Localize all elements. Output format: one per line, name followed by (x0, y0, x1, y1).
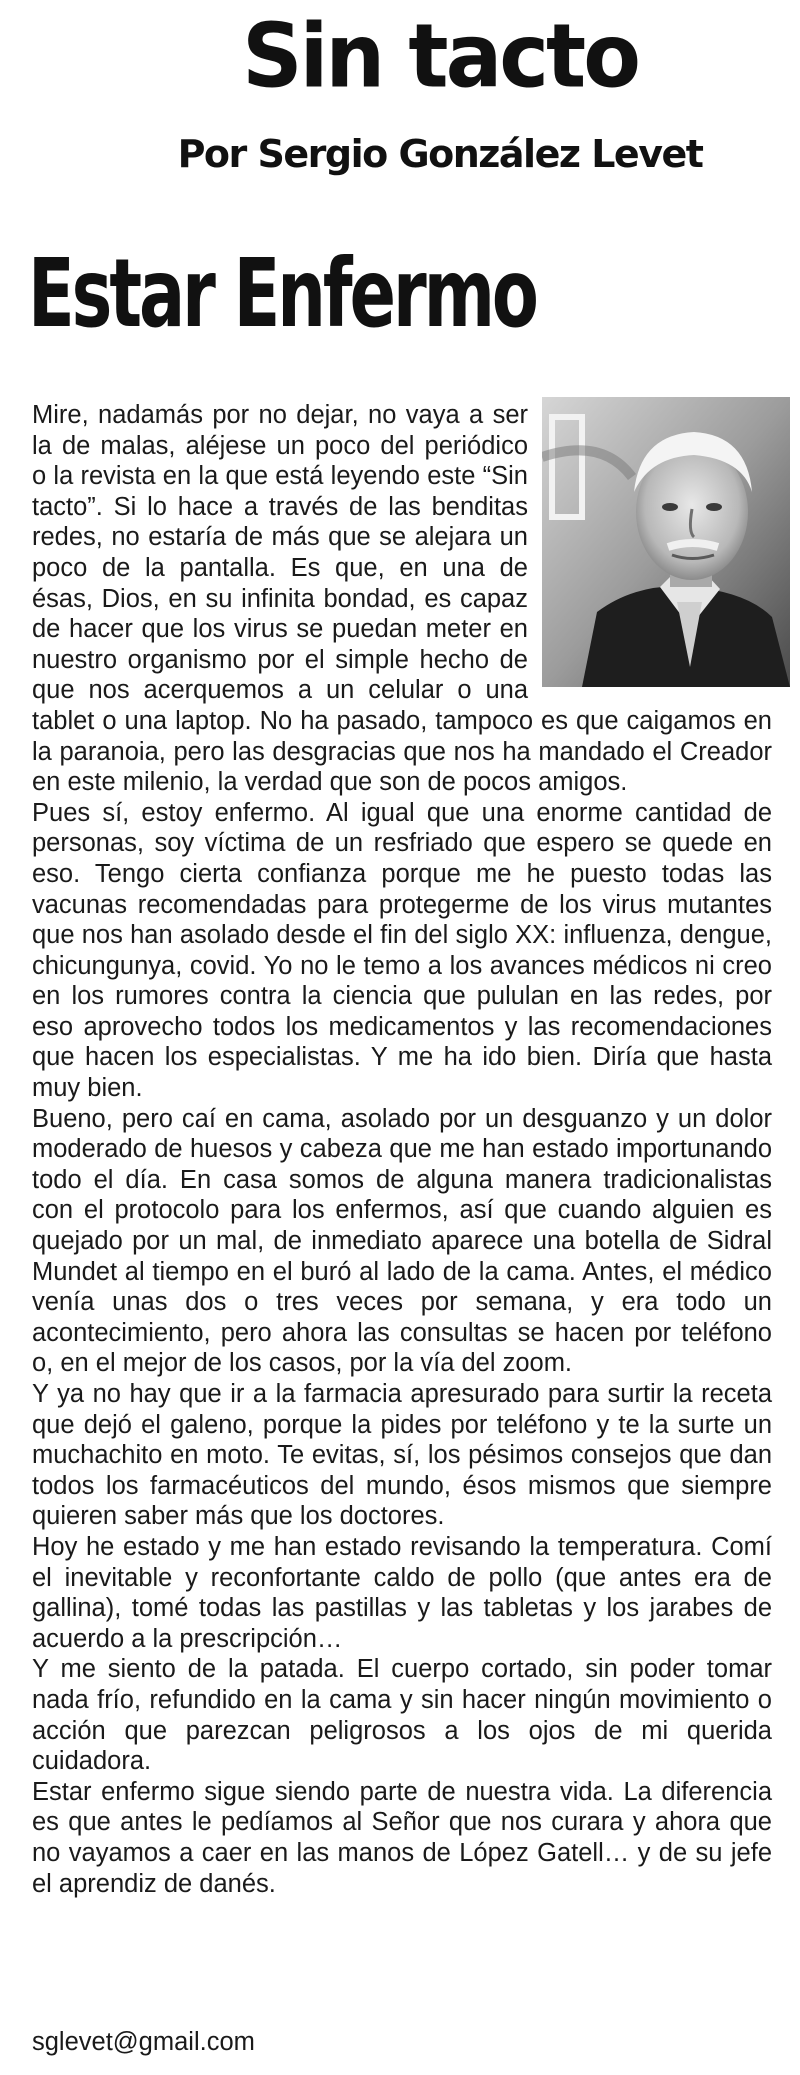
column-title: Sin tacto (242, 4, 638, 108)
paragraph: Y me siento de la patada. El cuerpo cortado, sin poder tomar nada frío, refundido en la cama y sin hacer ningún movimiento o acción que parezcan peligrosos a los ojos de mi querida cuidadora. (32, 1655, 772, 1776)
article-body (32, 400, 772, 1899)
paragraph: Y ya no hay que ir a la farmacia apresurado para surtir la receta que dejó el galeno, porque la pides por teléfono y te la surte un muchachito en moto. Te evitas, sí, los pésimos consejos que dan todos los farmacéuticos del mundo, ésos mismos que siempre quieren saber más que los doctores. (32, 1380, 772, 1531)
paragraph: Bueno, pero caí en cama, asolado por un desguanzo y un dolor moderado de huesos y cabeza que me han estado importunando todo el día. En casa somos de alguna manera tradicionalistas con el protocolo para los enfermos, así que cuando alguien es quejado por un mal, de inmediato aparece una botella de Sidral Mundet al tiempo en el buró al lado de la cama. Antes, el médico venía unas dos o tres veces por semana, y era todo un acontecimiento, pero ahora las consultas se hacen por teléfono o, en el mejor de los casos, por la vía del zoom. (32, 1104, 772, 1378)
article-headline: Estar Enfermo (28, 238, 536, 350)
paragraph: Estar enfermo sigue siendo parte de nuestra vida. La diferencia es que antes le pedíamos al Señor que nos curara y ahora que no vayamos a caer en las manos de López Gatell… y de su jefe el aprendiz de danés. (32, 1777, 772, 1898)
author-email[interactable]: sglevet@gmail.com (32, 2028, 255, 2056)
author-photo (542, 397, 790, 687)
paragraph: Mire, nadamás por no dejar, no vaya a ser la de malas, aléjese un poco del periódico o la revista en la que está leyendo este “Sin tacto”. Si lo hace a través de las benditas redes, no estaría de más que se alejara un poco de la pantalla. Es que, en una de ésas, Dios, en su infinita bondad, es capaz de hacer que los virus se puedan meter en nuestro organismo por el simple hecho de que nos acerquemos a un celular o una tablet o una laptop. No ha pasado, tampoco es que caigamos en la paranoia, pero las desgracias que nos ha mandado el Creador en este milenio, la verdad que son de pocos amigos. (32, 401, 772, 797)
author-byline: Por Sergio González Levet (177, 132, 703, 176)
paragraph: Hoy he estado y me han estado revisando la temperatura. Comí el inevitable y reconfortante caldo de pollo (que antes era de gallina), tomé todas las pastillas y las tabletas y los jarabes de acuerdo a la prescripción… (32, 1532, 772, 1653)
paragraph: Pues sí, estoy enfermo. Al igual que una enorme cantidad de personas, soy víctima de un resfriado que espero se quede en eso. Tengo cierta confianza porque me he puesto todas las vacunas recomendadas para protegerme de los virus mutantes que nos han asolado desde el fin del siglo XX: influenza, dengue, chicungunya, covid. Yo no le temo a los avances médicos ni creo en los rumores contra la ciencia que pululan en las redes, por eso aprovecho todos los medicamentos y las recomendaciones que hacen los especialistas. Y me ha ido bien. Diría que hasta muy bien. (32, 798, 772, 1103)
